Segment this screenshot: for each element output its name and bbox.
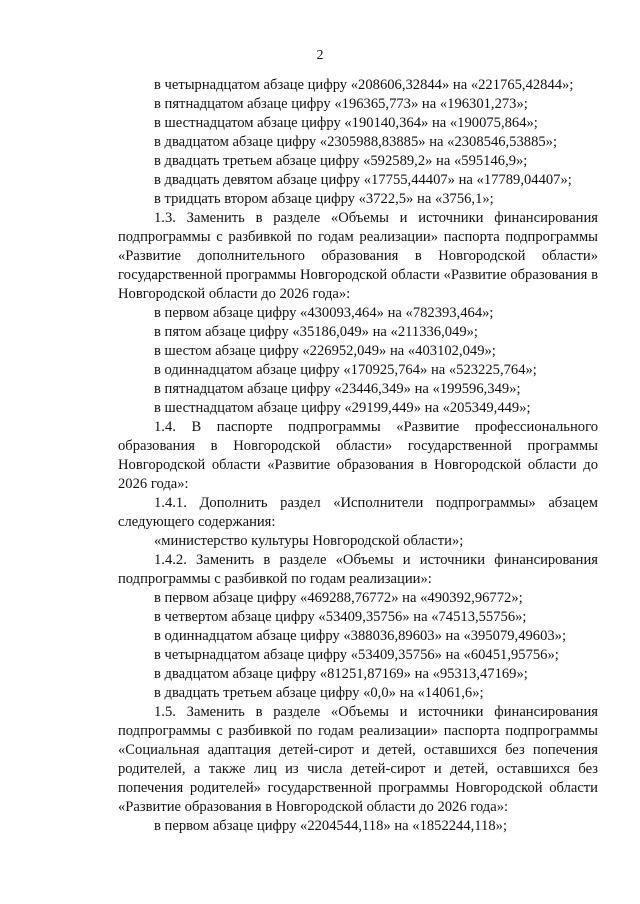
amendment-item: в тридцать втором абзаце цифру «3722,5» на «3756,1»; <box>154 191 494 207</box>
paragraph-1-4-2: 1.4.2. Заменить в разделе «Объемы и источники финансирования подпрограммы с разбивкой по годам реализации»: <box>118 552 598 587</box>
amendment-item: в пятнадцатом абзаце цифру «196365,773» на «196301,273»; <box>154 96 528 112</box>
amendment-item: в двадцатом абзаце цифру «2305988,83885» на «2308546,53885»; <box>154 134 558 150</box>
document-body <box>118 76 598 836</box>
amendment-item: в одиннадцатом абзаце цифру «388036,89603» на «395079,49603»; <box>154 628 567 644</box>
paragraph-1-5: 1.5. Заменить в разделе «Объемы и источники финансирования подпрограммы с разбивкой по годам реализации» паспорта подпрограммы «Социальная адаптация детей-сирот и детей, оставшихся без попечения родителей, а также лиц из числа детей-сирот и детей, оставшихся без попечения родителей» государственной программы Новгородской области «Развитие образования в Новгородской области до 2026 года»: <box>118 704 598 815</box>
paragraph-1-3: 1.3. Заменить в разделе «Объемы и источники финансирования подпрограммы с разбивкой по годам реализации» паспорта подпрограммы «Развитие дополнительного образования в Новгородской области» государственной программы Новгородской области «Развитие образования в Новгородской области до 2026 года»: <box>118 210 598 302</box>
amendment-item: в двадцать третьем абзаце цифру «592589,2» на «595146,9»; <box>154 153 528 169</box>
amendment-item: в двадцать девятом абзаце цифру «17755,44407» на «17789,04407»; <box>154 172 572 188</box>
paragraph-1-4-1: 1.4.1. Дополнить раздел «Исполнители подпрограммы» абзацем следующего содержания: <box>118 495 598 530</box>
amendment-item: в первом абзаце цифру «2204544,118» на «1852244,118»; <box>154 818 507 834</box>
amendment-item: в шестнадцатом абзаце цифру «190140,364» на «190075,864»; <box>154 115 538 131</box>
amendment-item: в четырнадцатом абзаце цифру «208606,32844» на «221765,42844»; <box>154 77 574 93</box>
amendment-item: в двадцать третьем абзаце цифру «0,0» на «14061,6»; <box>154 685 484 701</box>
amendment-item: в двадцатом абзаце цифру «81251,87169» на «95313,47169»; <box>154 666 528 682</box>
amendment-item: в одиннадцатом абзаце цифру «170925,764» на «523225,764»; <box>154 362 537 378</box>
amendment-item: в шестом абзаце цифру «226952,049» на «403102,049»; <box>154 343 496 359</box>
amendment-item: в первом абзаце цифру «430093,464» на «782393,464»; <box>154 305 494 321</box>
paragraph-1-4: 1.4. В паспорте подпрограммы «Развитие профессионального образования в Новгородской области» государственной программы Новгородской области «Развитие образования в Новгородской области до 2026 года»: <box>118 419 598 492</box>
amendment-item: в пятом абзаце цифру «35186,049» на «211336,049»; <box>154 324 478 340</box>
amendment-item: в пятнадцатом абзаце цифру «23446,349» на «199596,349»; <box>154 381 521 397</box>
amendment-item: в первом абзаце цифру «469288,76772» на «490392,96772»; <box>154 590 523 606</box>
quoted-addition: «министерство культуры Новгородской области»; <box>154 533 464 549</box>
amendment-item: в четвертом абзаце цифру «53409,35756» на «74513,55756»; <box>154 609 527 625</box>
amendment-item: в четырнадцатом абзаце цифру «53409,35756» на «60451,95756»; <box>154 647 559 663</box>
page-number: 2 <box>316 48 324 63</box>
amendment-item: в шестнадцатом абзаце цифру «29199,449» на «205349,449»; <box>154 400 531 416</box>
